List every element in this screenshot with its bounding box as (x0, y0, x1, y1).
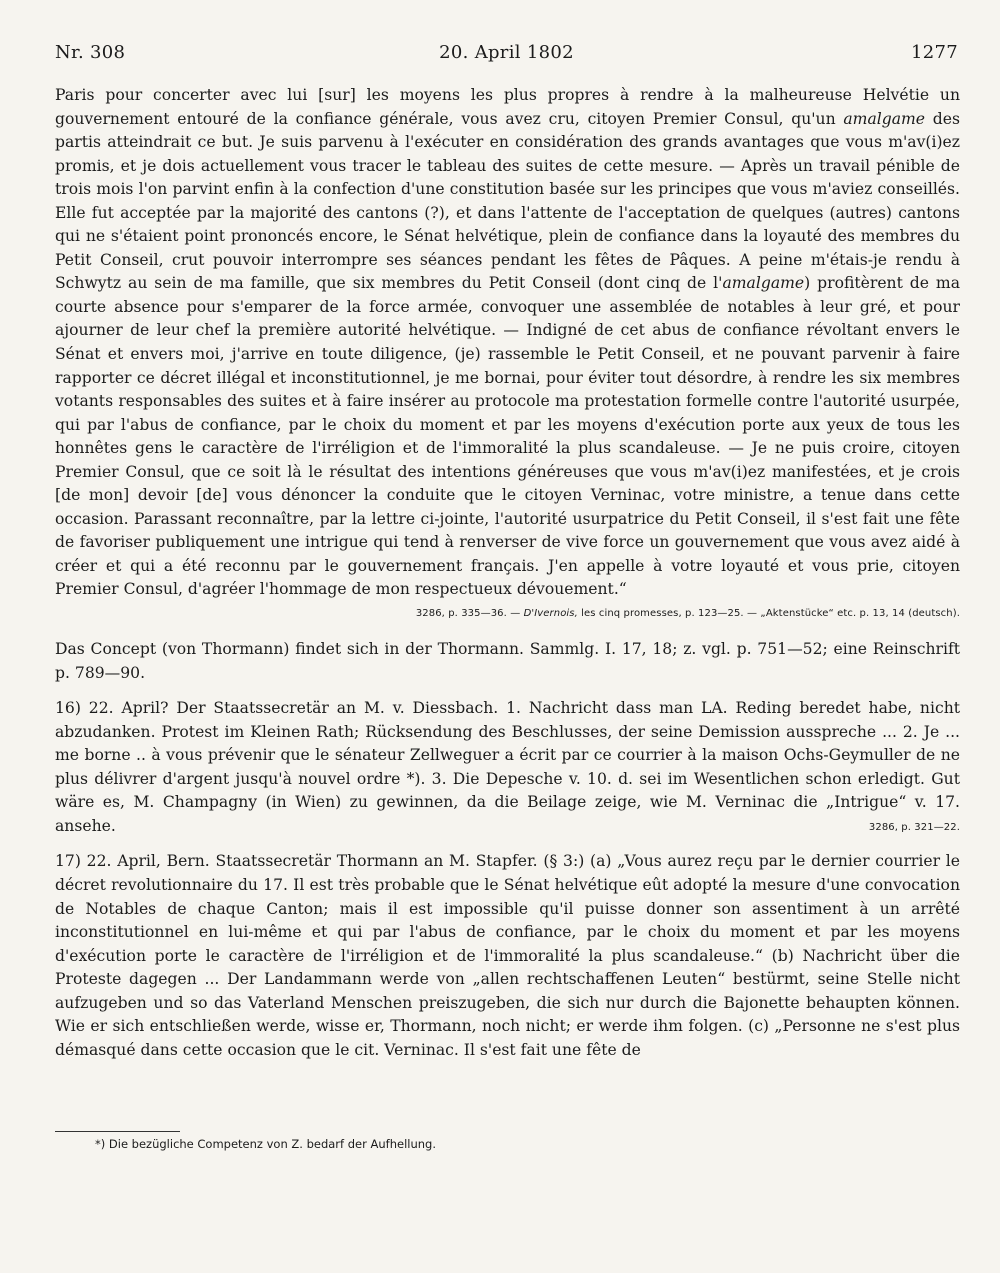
footnote-divider (55, 1131, 180, 1132)
entry-16: 16) 22. April? Der Staatssecretär an M. v. Diessbach. 1. Nachricht dass man LA. Reding beredet habe, nicht abzudanken. Protest im Kleinen Rath; Rücksendung des Beschlusses, der seine Demission ausspreche ... 2. Je ... me borne .. à vous prévenir que le sénateur Zellweguer a écrit par ce courrier à la maison Ochs-Geymuller de ne plus délivrer d'argent jusqu'à nouvel ordre *). 3. Die Depesche v. 10. d. sei im Wesentlichen schon erledigt. Gut wäre es, M. Champagny (in Wien) zu gewinnen, da die Beilage zeige, wie M. Verninac die „Intrigue“ v. 17. ansehe. 3286, p. 321—22. (55, 699, 960, 835)
footnote: *) Die bezügliche Competenz von Z. bedarf der Aufhellung. (95, 1137, 436, 1151)
page-header (55, 42, 958, 72)
page-date: 20. April 1802 (439, 42, 574, 63)
emphasis-amalgame: amalgame (843, 109, 926, 128)
page-body (55, 84, 960, 1062)
emphasis-amalgame: amalgame (722, 274, 805, 293)
concept-note: Das Concept (von Thormann) findet sich in der Thormann. Sammlg. I. 17, 18; z. vgl. p. 751—52; eine Reinschrift p. 789—90. (55, 640, 960, 682)
document-number: Nr. 308 (55, 42, 126, 63)
letter-paragraph: Paris pour concerter avec lui [sur] les moyens les plus propres à rendre à la malheureuse Helvétie un gouvernement entouré de la confiance générale, vous avez cru, citoyen Premier Consul, qu'un amalgame des partis atteindrait ce but. Je suis parvenu à l'exécuter en considération des grands avantages que vous m'av(i)ez promis, et je dois actuellement vous tracer le tableau des suites de cette mesure. — Après un travail pénible de trois mois l'on parvint enfin à la confection d'une constitution basée sur les principes que vous m'aviez conseillés. Elle fut acceptée par la majorité des cantons (?), et dans l'attente de l'acceptation de quelques (autres) cantons qui ne s'étaient point prononcés encore, le Sénat helvétique, plein de confiance dans la loyauté des membres du Petit Conseil, crut pouvoir interrompre ses séances pendant les fêtes de Pâques. A peine m'étais-je rendu à Schwytz au sein de ma famille, que six membres du Petit Conseil (dont cinq de l'amalgame) profitèrent de ma courte absence pour s'emparer de la force armée, convoquer une assemblée de notables à leur gré, et pour ajourner de leur chef la première autorité helvétique. — Indigné de cet abus de confiance révoltant envers le Sénat et envers moi, j'arrive en toute diligence, (je) rassemble le Petit Conseil, et ne pouvant parvenir à faire rapporter ce décret illégal et inconstitutionnel, je me bornai, pour éviter tout désordre, à rendre les six membres votants responsables des suites et à faire insérer au protocole ma protestation formelle contre l'autorité usurpée, qui par l'abus de confiance, par le choix du moment et par les moyens d'exécution porte aux yeux de tous les honnêtes gens le caractère de l'irréligion et de l'immoralité la plus scandaleuse. — Je ne puis croire, citoyen Premier Consul, que ce soit là le résultat des intentions généreuses que vous m'av(i)ez manifestées, et je crois [de mon] devoir [de] vous dénoncer la conduite que le citoyen Verninac, votre ministre, a tenue dans cette occasion. Parassant reconnaître, par la lettre ci-jointe, l'autorité usurpatrice du Petit Conseil, il s'est fait une fête de favoriser publiquement une intrigue qui tend à renverser de vive force un gouvernement que vous avez aidé à créer et qui a été reconnu par le gouvernement français. J'en appelle à votre loyauté et vous prie, citoyen Premier Consul, d'agréer l'hommage de mon respectueux dévouement.“ (55, 86, 961, 599)
page-number: 1277 (910, 42, 958, 63)
entry-16-reference: 3286, p. 321—22. (868, 821, 960, 833)
entry-17: 17) 22. April, Bern. Staatssecretär Thormann an M. Stapfer. (§ 3:) (a) „Vous aurez reçu par le dernier courrier le décret revolutionnaire du 17. Il est très probable que le Sénat helvétique eût adopté la mesure d'une convocation de Notables de chaque Canton; mais il est impossible qu'il puisse donner son assentiment à un arrêté inconstitutionnel en lui-même et qui par l'abus de confiance, par le choix du moment et par les moyens d'exécution porte le caractère de l'irréligion et de l'immoralité la plus scandaleuse.“ (b) Nachricht über die Proteste dagegen ... Der Landammann werde von „allen rechtschaffenen Leuten“ bestürmt, seine Stelle nicht aufzugeben und so das Vaterland Menschen preiszugeben, die sich nur durch die Bajonette behaupten können. Wie er sich entschließen werde, wisse er, Thormann, noch nicht; er werde ihm folgen. (c) „Personne ne s'est plus démasqué dans cette occasion que le cit. Verninac. Il s'est fait une fête de (55, 852, 960, 1059)
source-reference: 3286, p. 335—36. — D'Ivernois, les cinq promesses, p. 123—25. — „Aktenstücke“ etc. p. 13, 14 (deutsch). (415, 608, 960, 620)
